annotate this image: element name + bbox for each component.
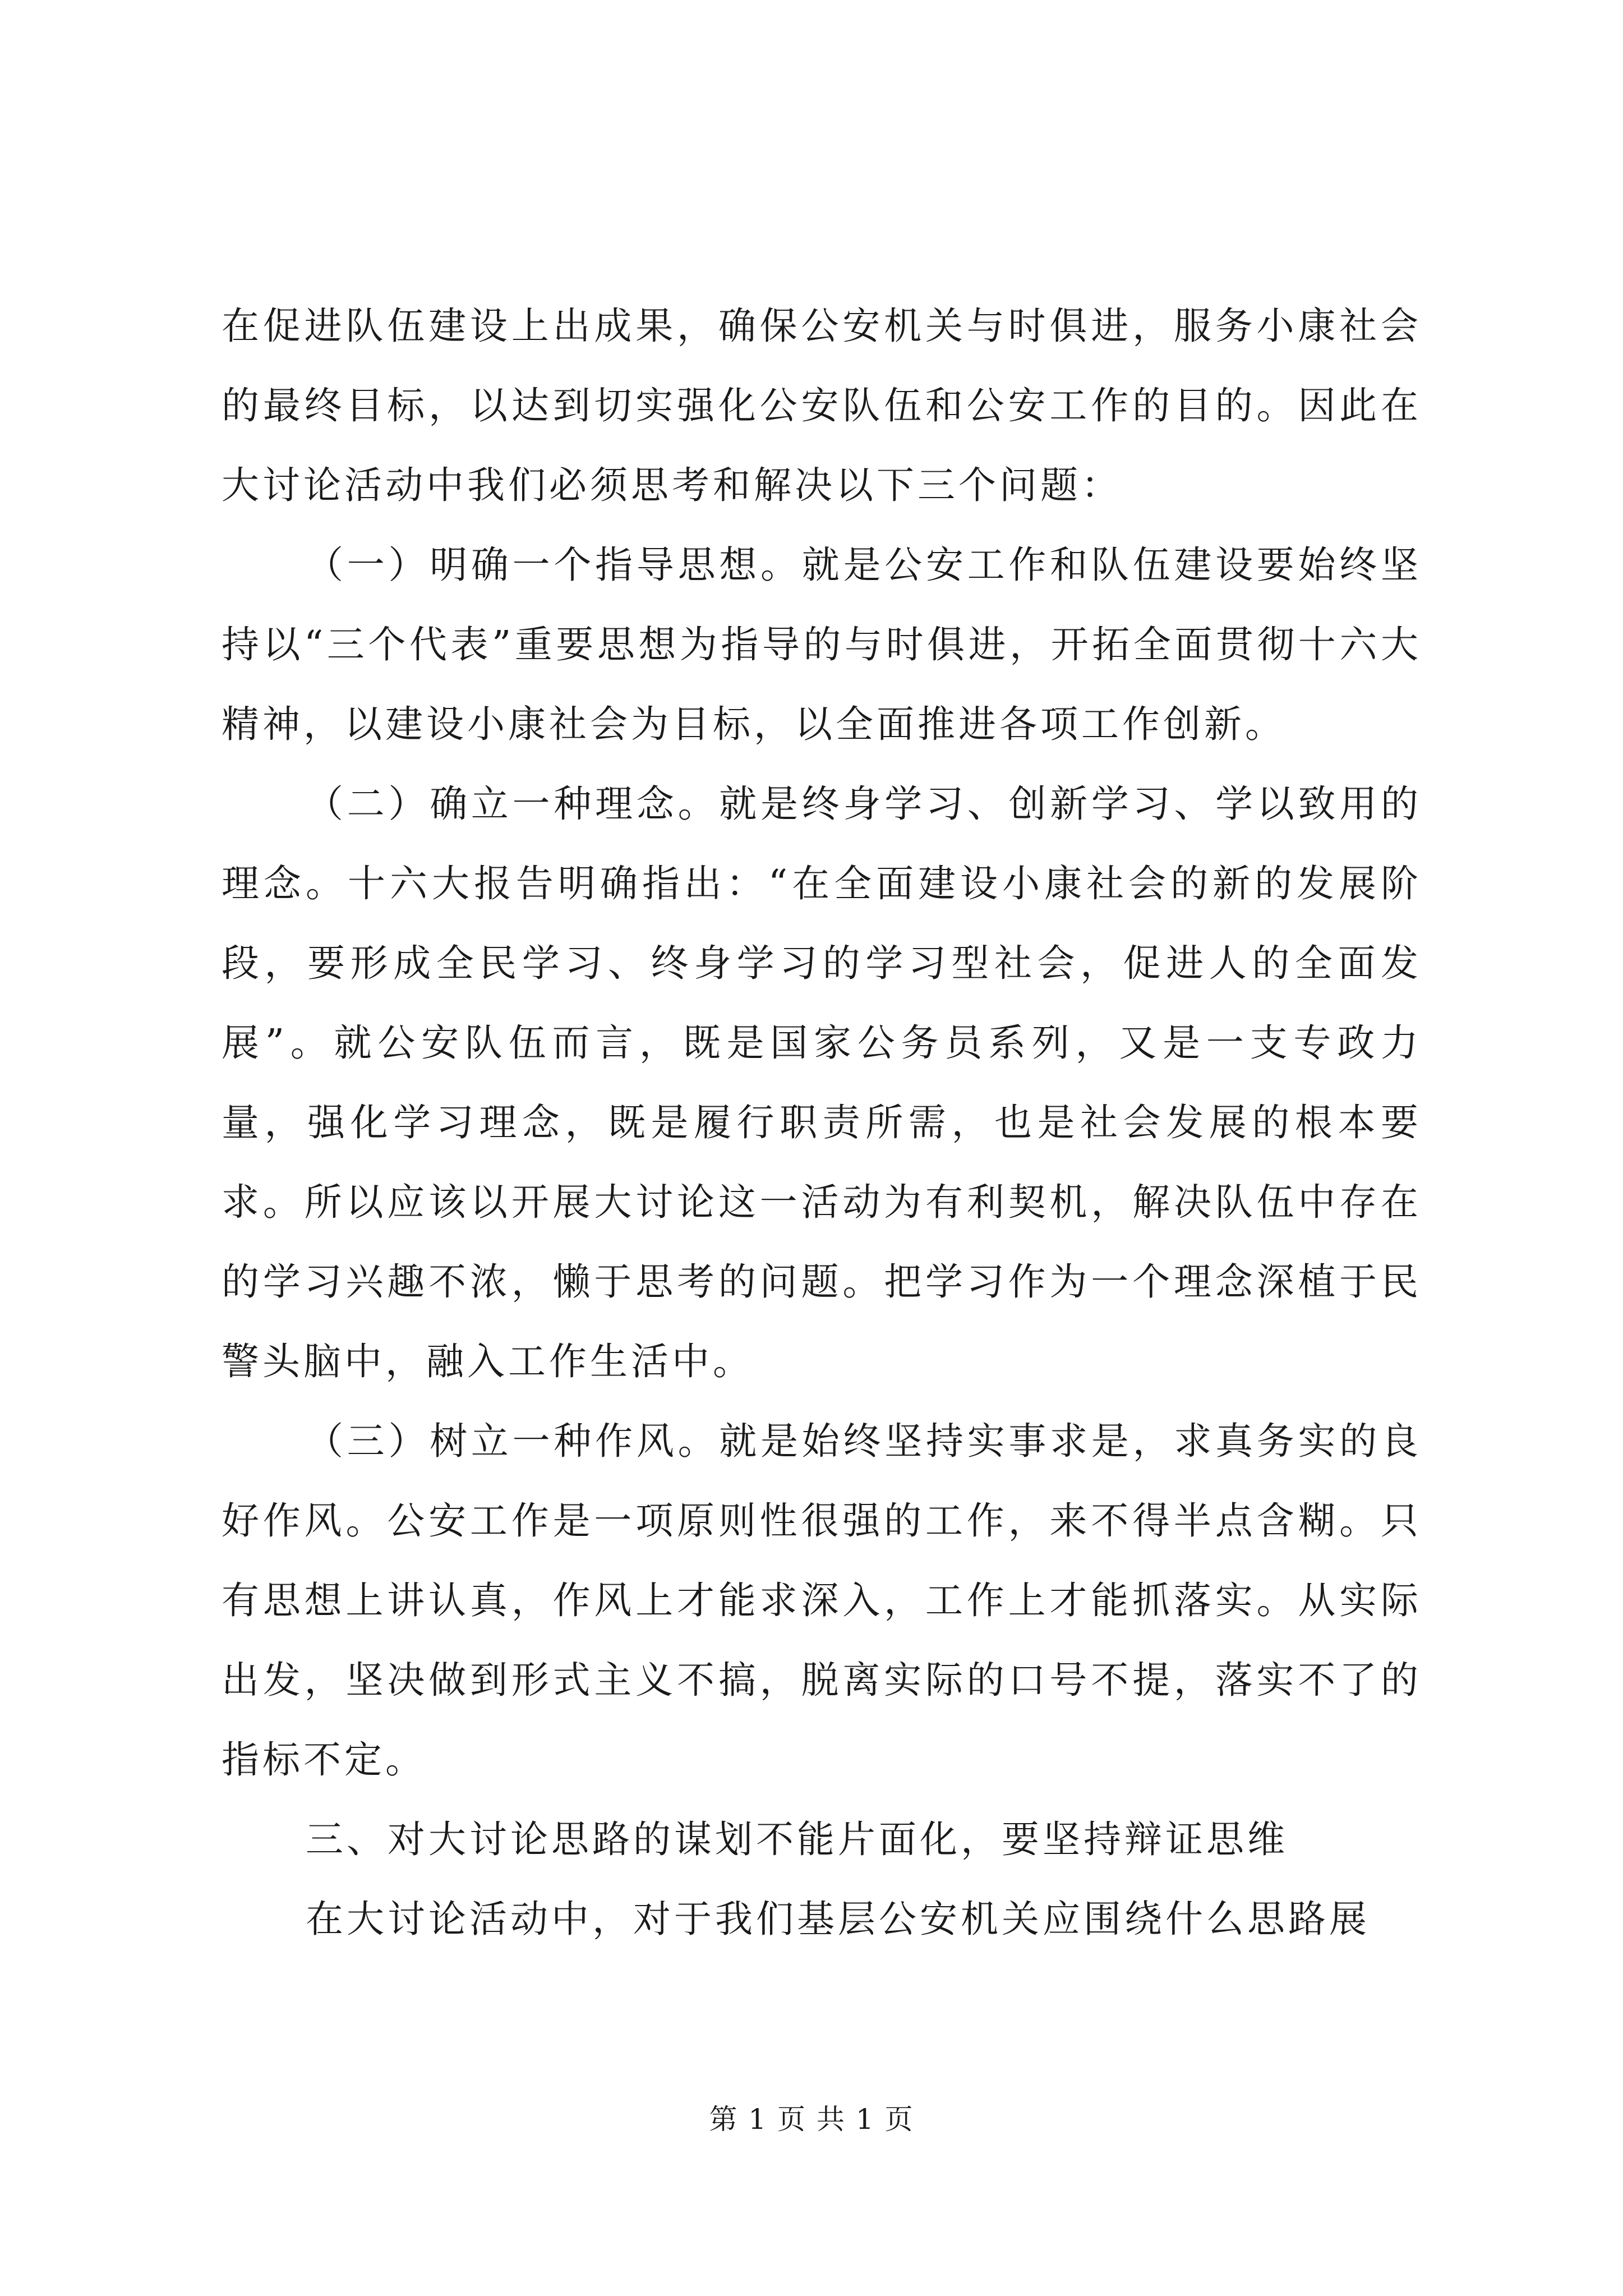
paragraph-work-style: （三）树立一种作风。就是始终坚持实事求是，求真务实的良好作风。公安工作是一项原则性很强的工作，来不得半点含糊。只有思想上讲认真，作风上才能求深入，工作上才能抓落实。从实际出发，坚决做到形式主义不搞，脱离实际的口号不提，落实不了的指标不定。 xyxy=(222,1419,1422,1782)
paragraph-learning-concept: （二）确立一种理念。就是终身学习、创新学习、学以致用的理念。十六大报告明确指出：“在全面建设小康社会的新的发展阶段，要形成全民学习、终身学习的学习型社会，促进人的全面发展”。就公安队伍而言，既是国家公务员系列，又是一支专政力量，强化学习理念，既是履行职责所需，也是社会发展的根本要求。所以应该以开展大讨论这一活动为有利契机，解决队伍中存在的学习兴趣不浓，懒于思考的问题。把学习作为一个理念深植于民警头脑中，融入工作生活中。 xyxy=(222,782,1422,1383)
document-body xyxy=(222,286,1422,1959)
paragraph-discussion-approach: 在大讨论活动中，对于我们基层公安机关应围绕什么思路展 xyxy=(306,1897,1370,1941)
paragraph-guiding-thought: （一）明确一个指导思想。就是公安工作和队伍建设要始终坚持以“三个代表”重要思想为指导的与时俱进，开拓全面贯彻十六大精神，以建设小康社会为目标，以全面推进各项工作创新。 xyxy=(222,543,1422,746)
page-number-footer: 第 1 页 共 1 页 xyxy=(709,2103,914,2136)
section-heading-three: 三、对大讨论思路的谋划不能片面化，要坚持辩证思维 xyxy=(306,1818,1288,1861)
paragraph-intro: 在促进队伍建设上出成果，确保公安机关与时俱进，服务小康社会的最终目标，以达到切实强化公安队伍和公安工作的目的。因此在大讨论活动中我们必须思考和解决以下三个问题： xyxy=(222,304,1422,507)
